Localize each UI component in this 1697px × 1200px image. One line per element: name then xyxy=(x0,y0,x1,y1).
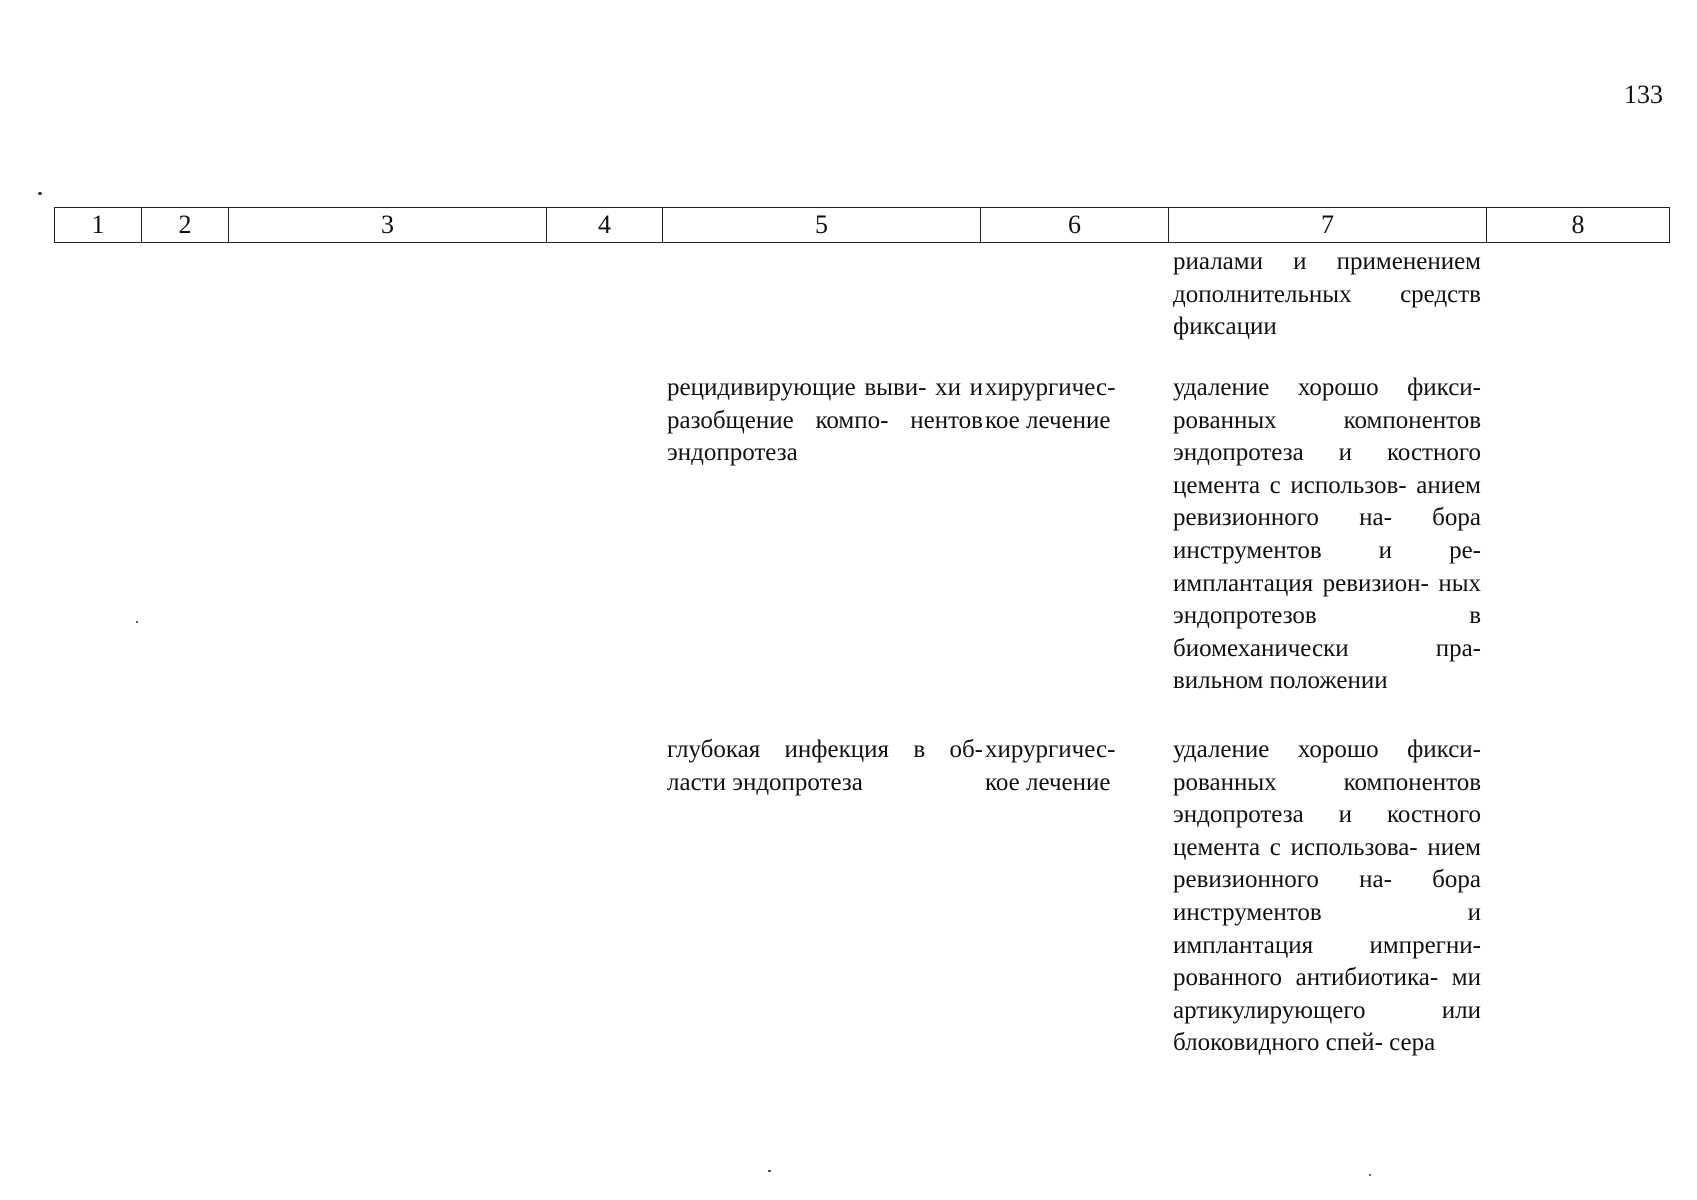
header-col-7: 7 xyxy=(1169,208,1487,243)
row3-col6-text: хирургичес- кое лечение xyxy=(985,736,1116,796)
header-col-8: 8 xyxy=(1487,208,1670,243)
header-col-3: 3 xyxy=(229,208,547,243)
header-row xyxy=(55,208,1670,243)
row3-col5-text: глубокая инфекция в об- ласти эндопротеза xyxy=(667,736,983,796)
scan-speck xyxy=(1369,1174,1371,1176)
row3-col7-text: удаление хорошо фикси- рованных компонентов эндопротеза и костного цемента с использова- нием ревизионного на- бора инструментов и имплантация импрегни- рованного антибиотика- ми артикулирующего или блоковидного спей- сера xyxy=(1173,736,1481,1057)
row1-col7-text: риалами и применением дополнительных средств фиксации xyxy=(1173,248,1481,341)
header-col-5: 5 xyxy=(663,208,981,243)
scan-speck xyxy=(136,621,138,623)
row2-col7-text: удаление хорошо фикси- рованных компонентов эндопротеза и костного цемента с использов- анием ревизионного на- бора инструментов и ре- имплантация ревизион- ных эндопротезов в биомеханически пра- вильном положении xyxy=(1173,374,1481,695)
table-header xyxy=(54,207,1670,243)
scan-speck xyxy=(38,192,42,195)
scan-speck xyxy=(768,1170,771,1172)
row2-col6-text: хирургичес- кое лечение xyxy=(985,374,1116,434)
header-col-4: 4 xyxy=(547,208,663,243)
header-col-1: 1 xyxy=(55,208,142,243)
header-col-2: 2 xyxy=(142,208,229,243)
page-number: 133 xyxy=(1624,80,1663,109)
row2-col5-text: рецидивирующие выви- хи и разобщение компо- нентов эндопротеза xyxy=(667,374,983,467)
header-col-6: 6 xyxy=(981,208,1169,243)
